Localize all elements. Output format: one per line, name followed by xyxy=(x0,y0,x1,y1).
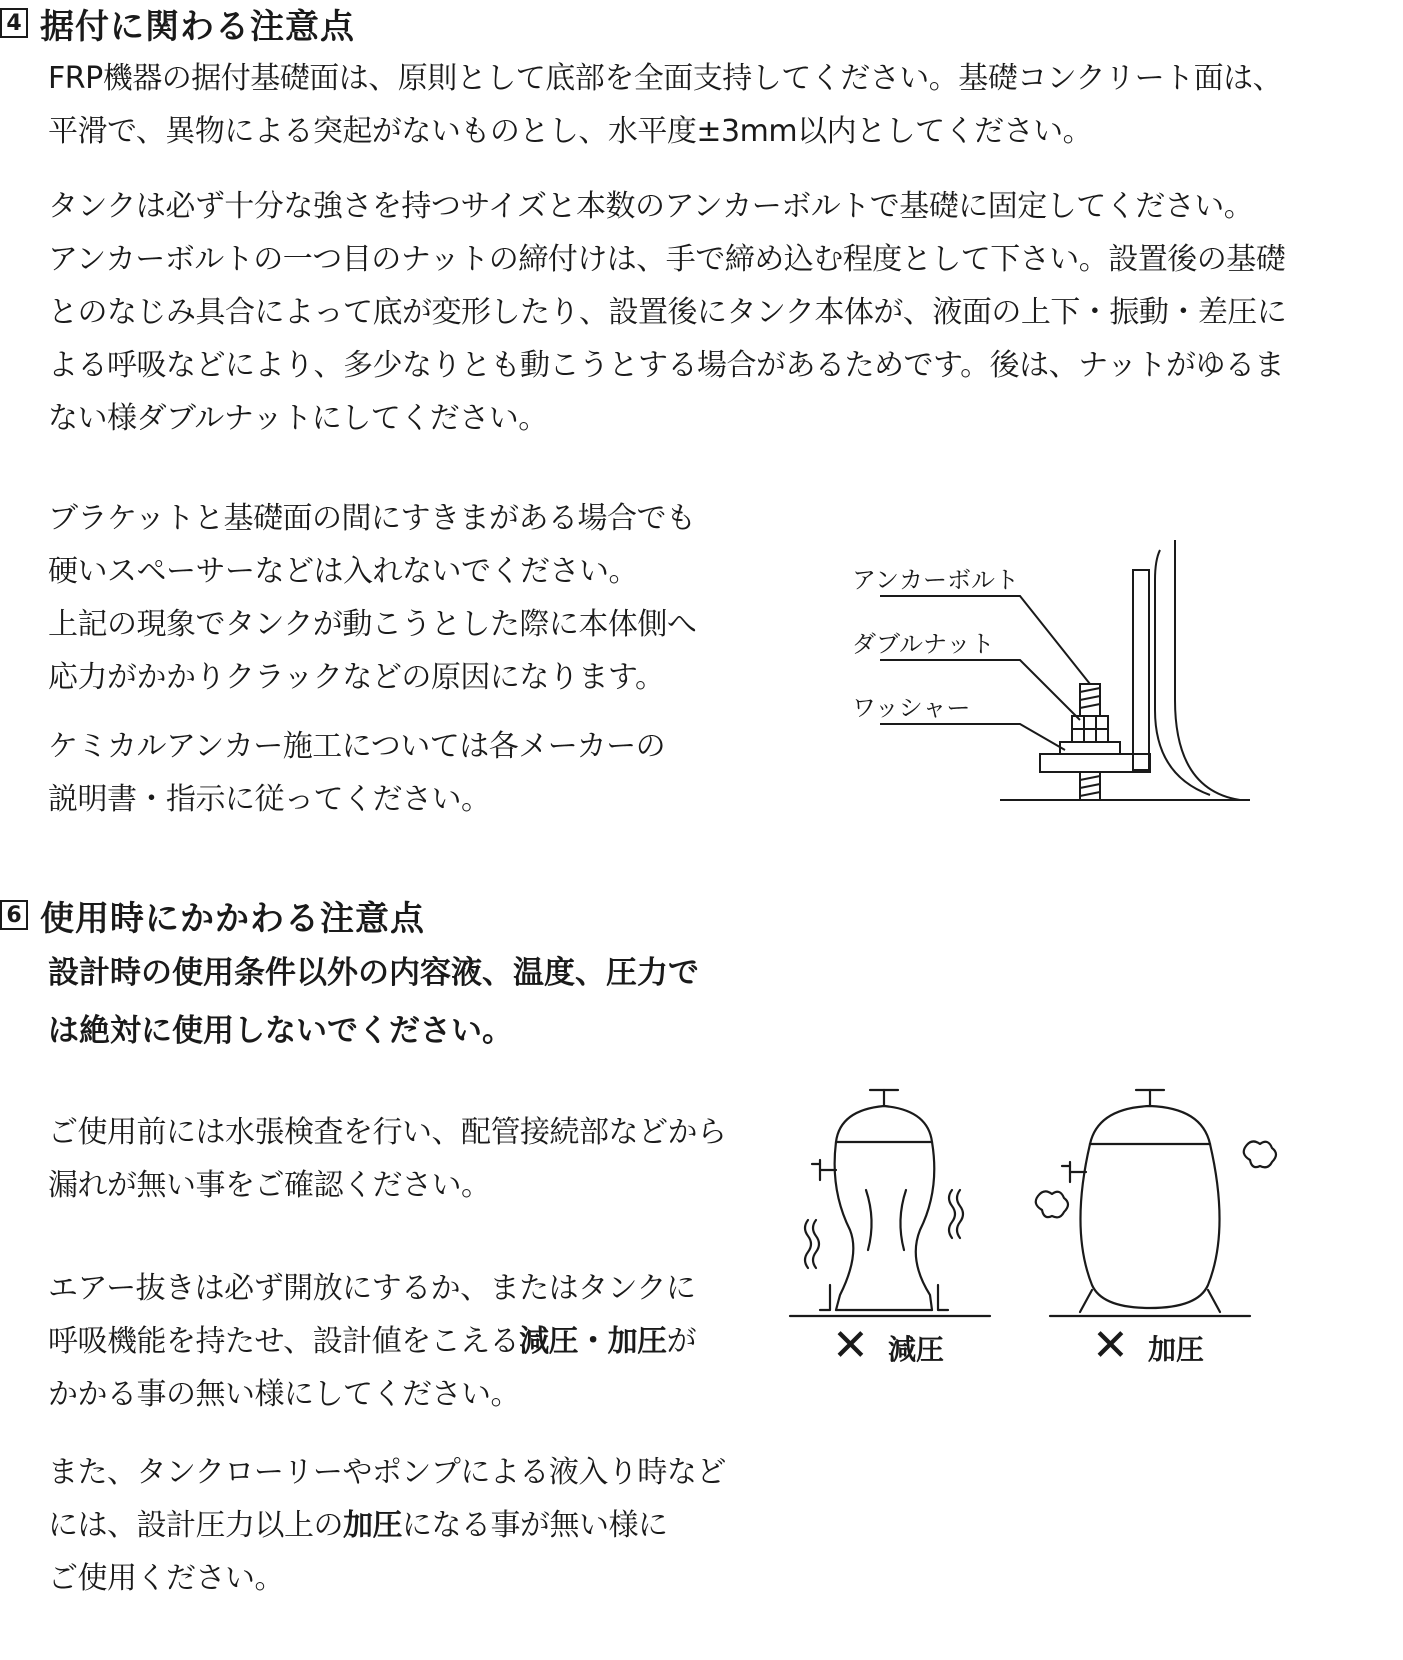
label-pressure: 加圧 xyxy=(1148,1333,1205,1366)
section-6-header xyxy=(0,892,425,938)
text-line: ない様ダブルナットにしてください。 xyxy=(48,401,548,436)
paragraph-tank-lorry xyxy=(48,1446,726,1605)
label-anchor-bolt: アンカーボルト xyxy=(852,566,1020,594)
washer-shape xyxy=(1060,742,1120,754)
section-4-header xyxy=(0,0,355,46)
text-line: エアー抜きは必ず開放にするか、またはタンクに xyxy=(48,1271,696,1306)
tank-wall xyxy=(1175,540,1240,800)
emphasis-vacuum: 減圧 xyxy=(519,1324,579,1359)
label-double-nut: ダブルナット xyxy=(852,630,995,658)
text-line: ご使用ください。 xyxy=(48,1561,284,1596)
paragraph-bracket-gap xyxy=(48,492,696,704)
text-line-mixed xyxy=(48,1315,696,1368)
section-number: 4 xyxy=(6,10,22,36)
text-line: アンカーボルトの一つ目のナットの締付けは、手で締め込む程度として下さい。設置後の基礎 xyxy=(48,242,1286,277)
text-line: 硬いスペーサーなどは入れないでください。 xyxy=(48,554,638,589)
paragraph-foundation xyxy=(48,52,1282,158)
label-vacuum: 減圧 xyxy=(888,1333,945,1366)
text-line: かかる事の無い様にしてください。 xyxy=(48,1377,520,1412)
tank-wall-inner xyxy=(1155,550,1210,795)
warning-text xyxy=(48,944,699,1060)
tank-vacuum-shape xyxy=(805,1090,963,1310)
text-line: 上記の現象でタンクが動こうとした際に本体側へ xyxy=(48,607,697,642)
section-title: 使用時にかかわる注意点 xyxy=(40,898,425,939)
text-line: とのなじみ具合によって底が変形したり、設置後にタンク本体が、液面の上下・振動・差圧に xyxy=(48,295,1287,330)
cross-mark-icon: ✕ xyxy=(832,1320,869,1371)
section-title: 据付に関わる注意点 xyxy=(40,6,355,47)
text-line: また、タンクローリーやポンプによる液入り時など xyxy=(48,1455,726,1490)
label-washer: ワッシャー xyxy=(852,694,971,722)
bracket-vertical xyxy=(1133,570,1149,770)
cross-mark-icon: ✕ xyxy=(1092,1320,1129,1371)
section-number: 6 xyxy=(6,902,22,928)
emphasis-dot: ・ xyxy=(578,1324,608,1359)
paragraph-anchor-bolt xyxy=(48,180,1286,445)
paragraph-water-test xyxy=(48,1106,727,1212)
text-line: ご使用前には水張検査を行い、配管接続部などから xyxy=(48,1115,727,1150)
text-line: 応力がかかりクラックなどの原因になります。 xyxy=(48,660,665,695)
text-line: ケミカルアンカー施工については各メーカーの xyxy=(48,729,666,764)
text-line: FRP機器の据付基礎面は、原則として底部を全面支持してください。基礎コンクリート面は、 xyxy=(48,61,1283,96)
text-segment: が xyxy=(666,1324,697,1359)
leader-washer xyxy=(880,724,1065,750)
section-number-box xyxy=(0,8,28,38)
text-line: 漏れが無い事をご確認ください。 xyxy=(48,1168,491,1203)
text-segment: になる事が無い様に xyxy=(402,1508,668,1543)
paragraph-air-vent xyxy=(48,1262,696,1421)
text-line: は絶対に使用しないでください。 xyxy=(48,1013,513,1049)
text-segment: 呼吸機能を持たせ、設計値をこえる xyxy=(48,1324,520,1359)
emphasis-pressure: 加圧 xyxy=(343,1508,402,1543)
text-line: タンクは必ず十分な強さを持つサイズと本数のアンカーボルトで基礎に固定してください。 xyxy=(48,189,1254,224)
text-line: 説明書・指示に従ってください。 xyxy=(48,782,491,817)
text-line: よる呼吸などにより、多少なりとも動こうとする場合があるためです。後は、ナットがゆるま xyxy=(48,348,1284,383)
text-line-mixed xyxy=(48,1499,726,1552)
section-number-box xyxy=(0,900,28,930)
text-line: 設計時の使用条件以外の内容液、温度、圧力で xyxy=(48,955,699,991)
paragraph-chemical-anchor xyxy=(48,720,665,826)
tank-pressure-shape xyxy=(1036,1090,1276,1312)
text-segment: には、設計圧力以上の xyxy=(48,1508,343,1543)
text-line: ブラケットと基礎面の間にすきまがある場合でも xyxy=(48,501,696,536)
emphasis-pressure: 加圧 xyxy=(607,1324,667,1359)
text-line: 平滑で、異物による突起がないものとし、水平度±3mm以内としてください。 xyxy=(48,114,1093,149)
